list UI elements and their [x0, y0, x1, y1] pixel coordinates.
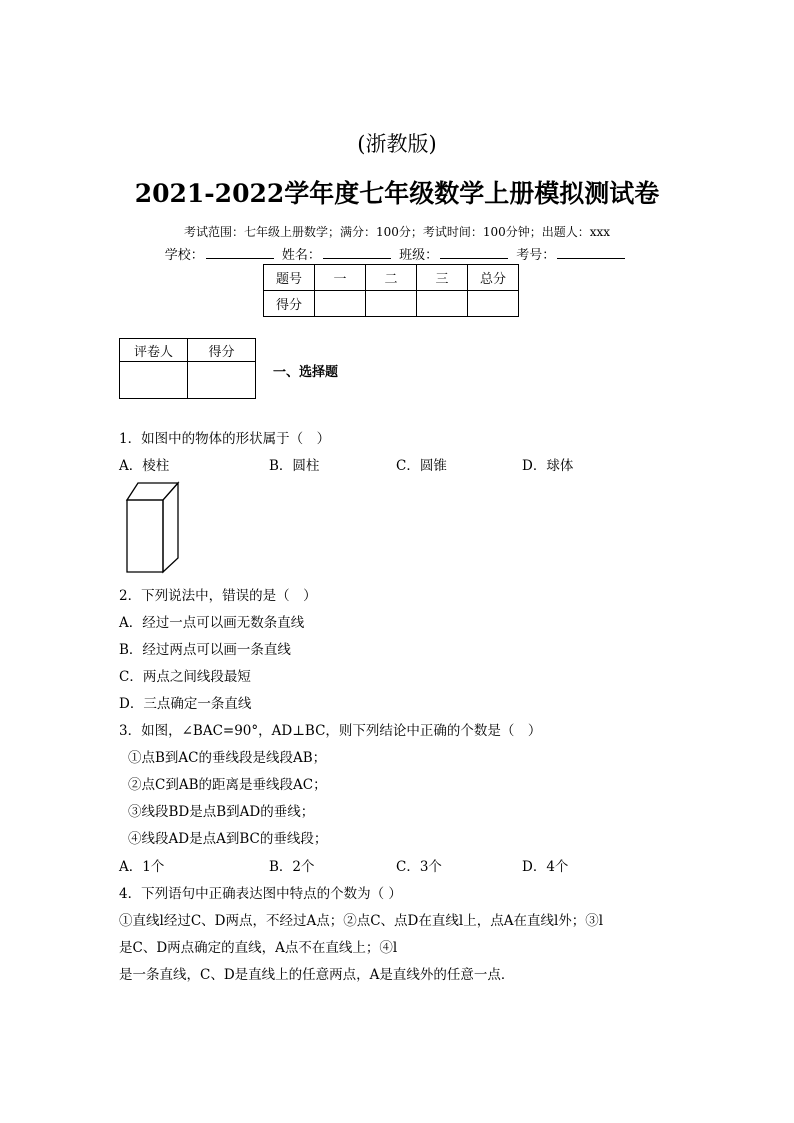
exam-info: 考试范围：七年级上册数学；满分：100分；考试时间：100分钟；出题人：xxx	[183, 225, 611, 239]
school-blank[interactable]	[206, 246, 274, 259]
number-label: 考号：	[516, 248, 556, 263]
grader-score-header: 得分	[188, 339, 256, 362]
score-cell-header: 一	[315, 265, 366, 291]
prism-side-face	[163, 483, 178, 572]
grader-body-row	[120, 362, 256, 399]
score-cell-empty[interactable]	[366, 291, 417, 317]
name-blank[interactable]	[323, 246, 391, 259]
prism-figure	[120, 480, 182, 574]
prism-front-face	[127, 500, 163, 572]
score-cell-header: 三	[417, 265, 468, 291]
score-cell-header: 二	[366, 265, 417, 291]
score-cell-empty[interactable]	[468, 291, 519, 317]
score-cell-empty[interactable]	[417, 291, 468, 317]
class-label: 班级：	[399, 248, 439, 263]
edition-subtitle: (浙教版)	[357, 132, 437, 156]
question-4-stem: 4．下列语句中正确表达图中特点的个数为（ ）	[119, 886, 402, 902]
question-3-statement-2: ②点C到AB的距离是垂线段AC；	[128, 777, 327, 793]
question-4-line-3: 是一条直线，C、D是直线上的任意两点，A是直线外的任意一点．	[119, 967, 515, 983]
grader-table	[119, 338, 256, 399]
question-2-option-b[interactable]: B．经过两点可以画一条直线	[119, 642, 291, 658]
question-1-stem: 1．如图中的物体的形状属于（ ）	[119, 431, 331, 447]
grader-header: 评卷人	[120, 339, 188, 362]
section-title: 一、选择题	[273, 365, 339, 380]
score-cell-empty[interactable]	[315, 291, 366, 317]
grader-header-row	[120, 339, 256, 362]
question-3-option-b[interactable]: B．2个	[269, 859, 315, 875]
name-label: 姓名：	[281, 248, 321, 263]
score-table-header-row	[264, 265, 519, 291]
school-label: 学校：	[164, 248, 204, 263]
question-2-option-a[interactable]: A．经过一点可以画无数条直线	[119, 615, 305, 631]
question-3-statement-1: ①点B到AC的垂线段是线段AB；	[128, 750, 327, 766]
question-2-option-c[interactable]: C．两点之间线段最短	[119, 669, 251, 685]
score-table	[263, 264, 519, 317]
number-blank[interactable]	[557, 246, 625, 259]
exam-title: 2021-2022学年度七年级数学上册模拟测试卷	[134, 179, 660, 208]
question-2-stem: 2．下列说法中，错误的是（ ）	[119, 588, 317, 604]
question-3-statement-4: ④线段AD是点A到BC的垂线段；	[128, 831, 328, 847]
grader-cell-empty[interactable]	[120, 362, 188, 399]
question-3-option-c[interactable]: C．3个	[396, 859, 442, 875]
score-row-label: 得分	[264, 291, 315, 317]
question-4-line-2: 是C、D两点确定的直线，A点不在直线上；④l	[119, 940, 398, 956]
class-blank[interactable]	[440, 246, 508, 259]
question-4-line-1: ①直线l经过C、D两点，不经过A点；②点C、点D在直线l上，点A在直线l外；③l	[119, 913, 604, 929]
score-cell-header: 总分	[468, 265, 519, 291]
score-table-score-row	[264, 291, 519, 317]
grader-score-cell-empty[interactable]	[188, 362, 256, 399]
question-2-option-d[interactable]: D．三点确定一条直线	[119, 696, 252, 712]
question-3-stem: 3．如图，∠BAC=90°，AD⊥BC，则下列结论中正确的个数是（ ）	[119, 723, 542, 739]
question-1-option-d[interactable]: D．球体	[522, 458, 574, 474]
question-3-statement-3: ③线段BD是点B到AD的垂线；	[128, 804, 315, 820]
question-1-option-c[interactable]: C．圆锥	[396, 458, 447, 474]
student-fields	[0, 244, 794, 263]
question-1-option-b[interactable]: B．圆柱	[269, 458, 320, 474]
question-1-option-a[interactable]: A．棱柱	[119, 458, 170, 474]
score-cell-header: 题号	[264, 265, 315, 291]
question-3-option-a[interactable]: A．1个	[119, 859, 165, 875]
question-3-option-d[interactable]: D．4个	[522, 859, 569, 875]
